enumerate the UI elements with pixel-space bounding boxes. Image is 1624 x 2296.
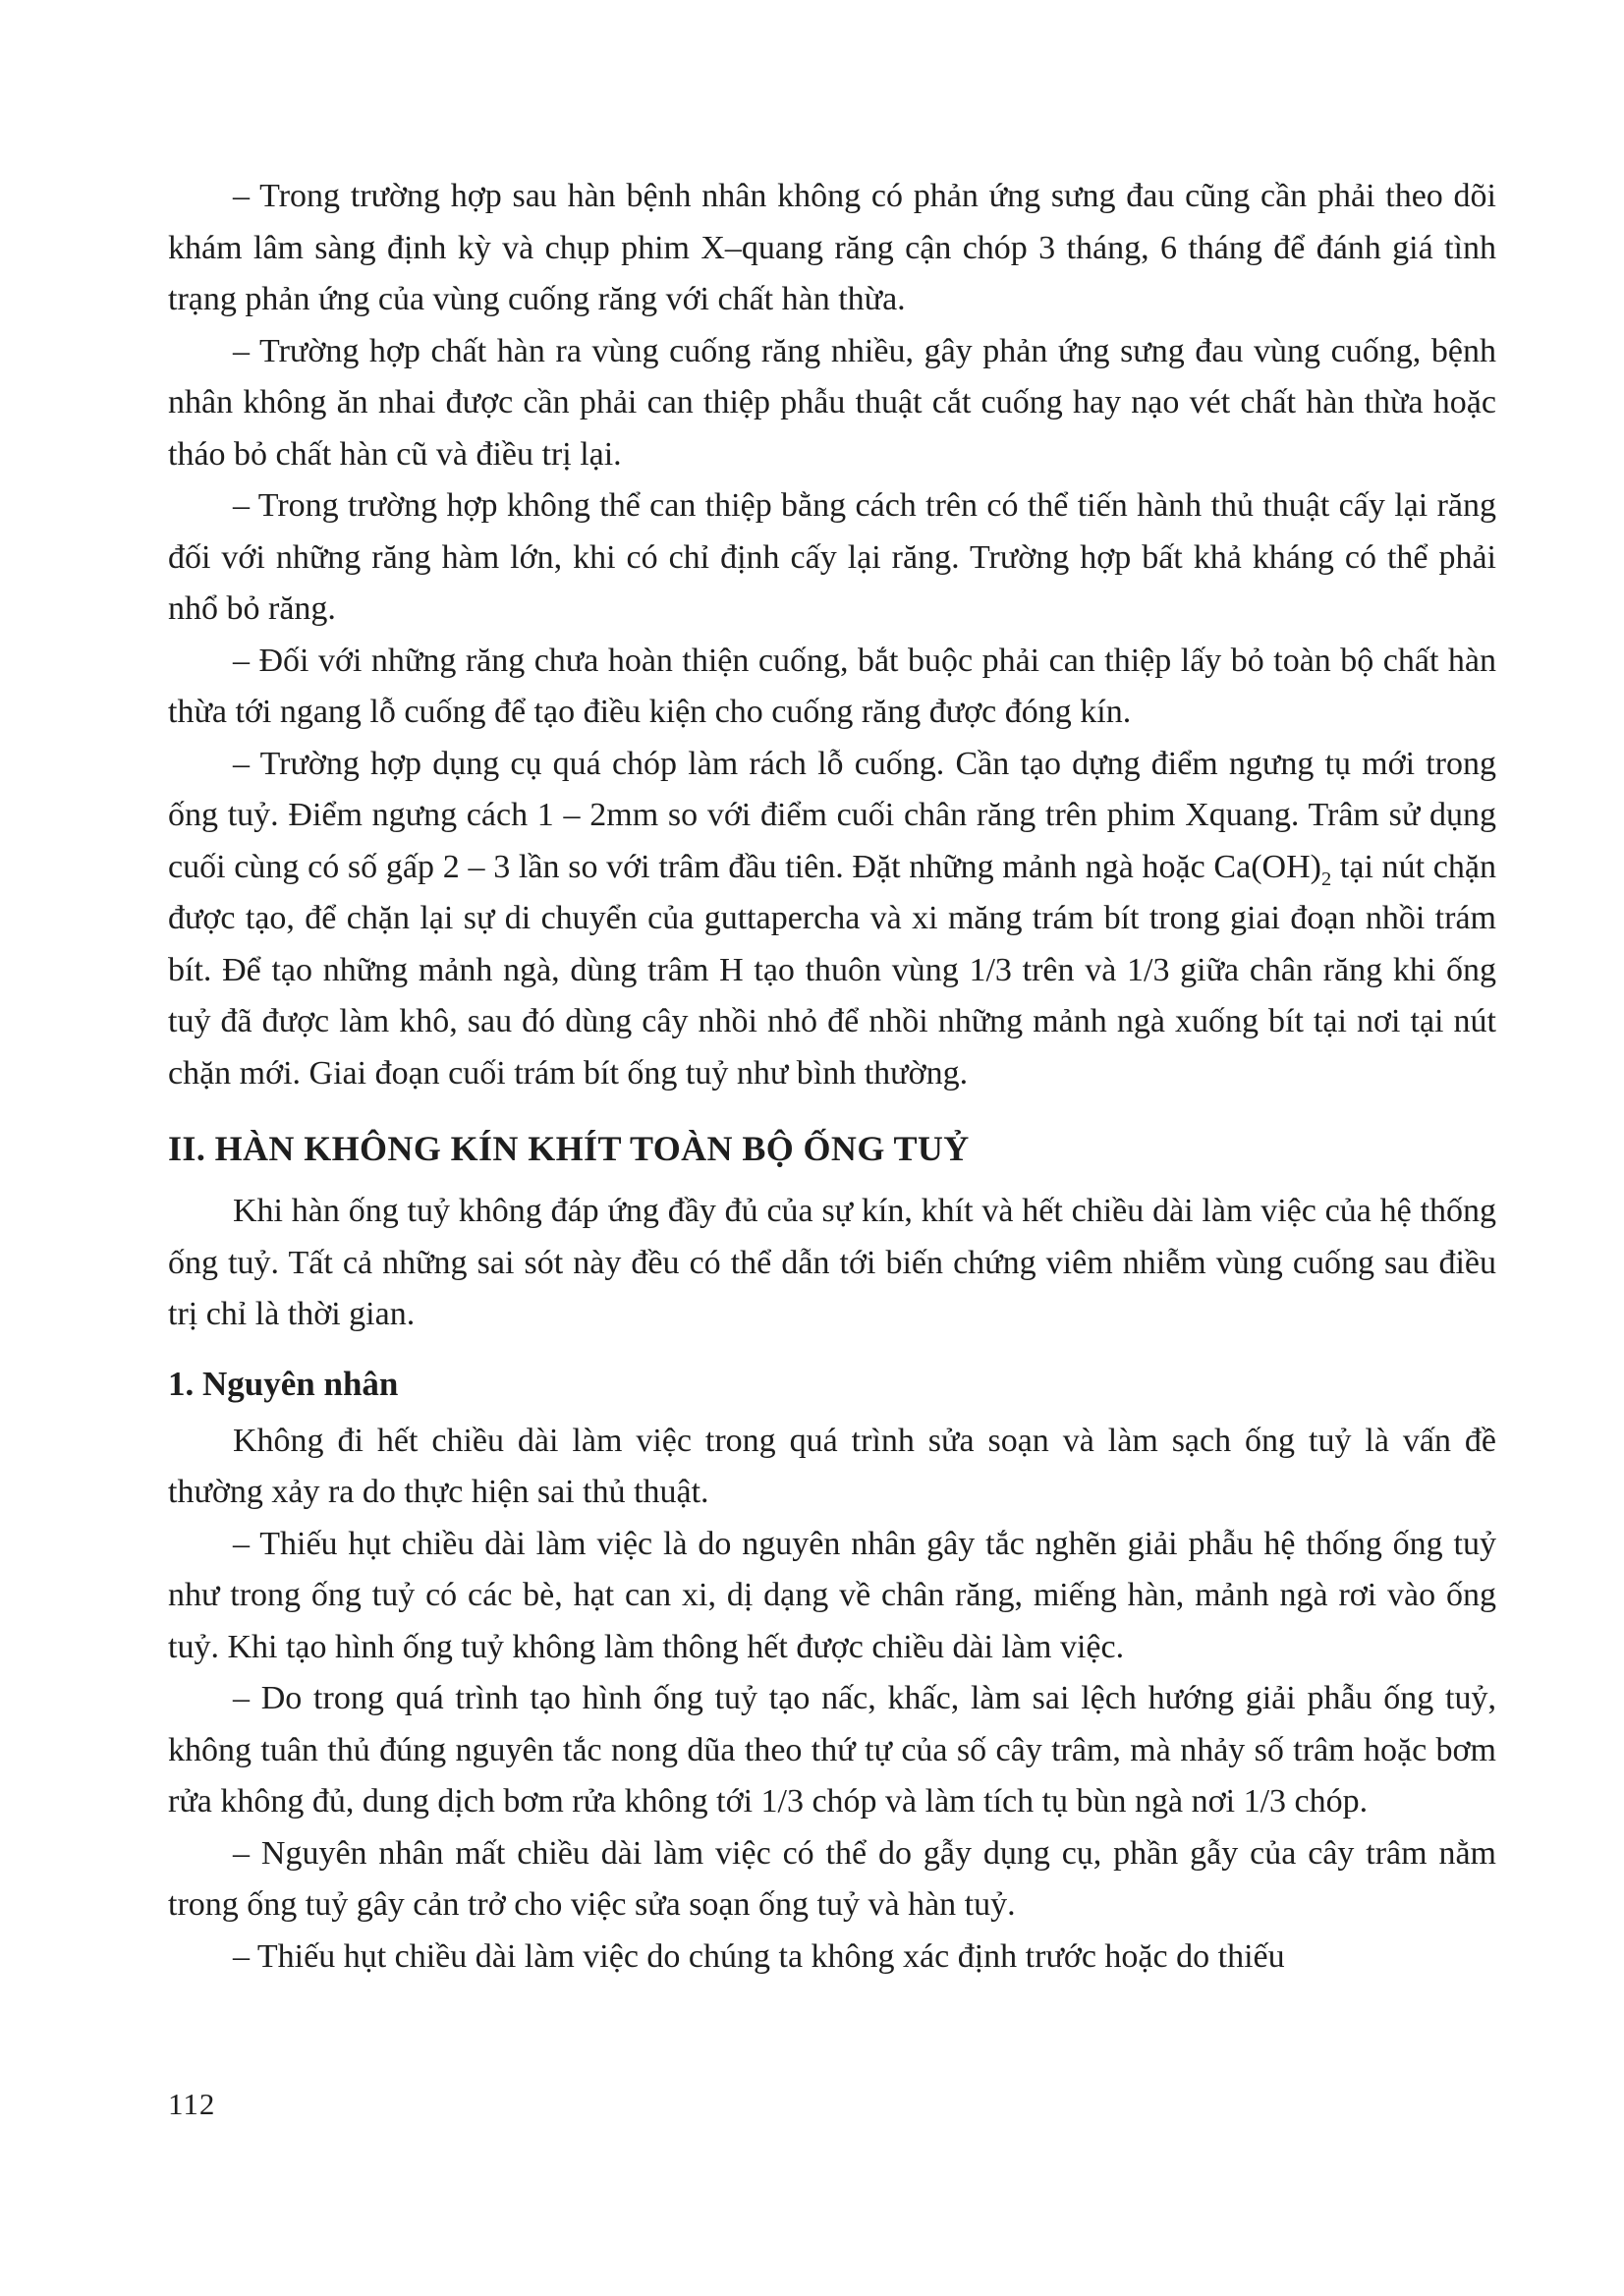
paragraph [168, 739, 1496, 1100]
paragraph: – Nguyên nhân mất chiều dài làm việc có thể do gẫy dụng cụ, phần gẫy của cây trâm nằm trong ống tuỷ gây cản trở cho việc sửa soạn ống tuỷ và hàn tuỷ. [168, 1834, 1496, 1923]
section-heading: II. HÀN KHÔNG KÍN KHÍT TOÀN BỘ ỐNG TUỶ [168, 1129, 970, 1168]
paragraph: – Trong trường hợp không thể can thiệp bằng cách trên có thể tiến hành thủ thuật cấy lại răng đối với những răng hàm lớn, khi có chỉ định cấy lại răng. Trường hợp bất khả kháng có thể phải nhổ bỏ răng. [168, 487, 1496, 627]
paragraph: – Đối với những răng chưa hoàn thiện cuống, bắt buộc phải can thiệp lấy bỏ toàn bộ chất hàn thừa tới ngang lỗ cuống để tạo điều kiện cho cuống răng được đóng kín. [168, 642, 1496, 730]
page-content [168, 171, 1496, 1983]
section-intro: Khi hàn ống tuỷ không đáp ứng đầy đủ của sự kín, khít và hết chiều dài làm việc của hệ thống ống tuỷ. Tất cả những sai sót này đều có thể dẫn tới biến chứng viêm nhiễm vùng cuống sau điều trị chỉ là thời gian. [168, 1193, 1496, 1332]
paragraph: – Trường hợp chất hàn ra vùng cuống răng nhiều, gây phản ứng sưng đau vùng cuống, bệnh nhân không ăn nhai được cần phải can thiệp phẫu thuật cắt cuống hay nạo vét chất hàn thừa hoặc tháo bỏ chất hàn cũ và điều trị lại. [168, 332, 1496, 473]
subsection-heading: 1. Nguyên nhân [168, 1364, 399, 1403]
paragraph: – Thiếu hụt chiều dài làm việc do chúng ta không xác định trước hoặc do thiếu [233, 1937, 1285, 1975]
page-number: 112 [168, 2087, 216, 2121]
paragraph: Không đi hết chiều dài làm việc trong quá trình sửa soạn và làm sạch ống tuỷ là vấn đề thường xảy ra do thực hiện sai thủ thuật. [168, 1422, 1496, 1510]
paragraph-text: – Trường hợp dụng cụ quá chóp làm rách lỗ cuống. Cần tạo dựng điểm ngưng tụ mới trong ống tuỷ. Điểm ngưng cách 1 – 2mm so với điểm cuối chân răng trên phim Xquang. Trâm sử dụng cuối cùng có số gấp 2 – 3 lần so với trâm đầu tiên. Đặt những mảnh ngà hoặc Ca(OH) [168, 745, 1496, 885]
paragraph-text: tại nút chặn được tạo, để chặn lại sự di chuyển của guttapercha và xi măng trám bít trong giai đoạn nhồi trám bít. Để tạo những mảnh ngà, dùng trâm H tạo thuôn vùng 1/3 trên và 1/3 giữa chân răng khi ống tuỷ đã được làm khô, sau đó dùng cây nhồi nhỏ để nhồi những mảnh ngà xuống bít tại nơi tại nút chặn mới. Giai đoạn cuối trám bít ống tuỷ như bình thường. [168, 848, 1496, 1092]
subscript: 2 [1320, 868, 1332, 890]
paragraph: – Do trong quá trình tạo hình ống tuỷ tạo nấc, khấc, làm sai lệch hướng giải phẫu ống tuỷ, không tuân thủ đúng nguyên tắc nong dũa theo thứ tự của số cây trâm, mà nhảy số trâm hoặc bơm rửa không đủ, dung dịch bơm rửa không tới 1/3 chóp và làm tích tụ bùn ngà nơi 1/3 chóp. [168, 1680, 1496, 1820]
paragraph: – Thiếu hụt chiều dài làm việc là do nguyên nhân gây tắc nghẽn giải phẫu hệ thống ống tuỷ như trong ống tuỷ có các bè, hạt can xi, dị dạng về chân răng, miếng hàn, mảnh ngà rơi vào ống tuỷ. Khi tạo hình ống tuỷ không làm thông hết được chiều dài làm việc. [168, 1525, 1496, 1665]
paragraph: – Trong trường hợp sau hàn bệnh nhân không có phản ứng sưng đau cũng cần phải theo dõi khám lâm sàng định kỳ và chụp phim X–quang răng cận chóp 3 tháng, 6 tháng để đánh giá tình trạng phản ứng của vùng cuống răng với chất hàn thừa. [168, 178, 1496, 317]
